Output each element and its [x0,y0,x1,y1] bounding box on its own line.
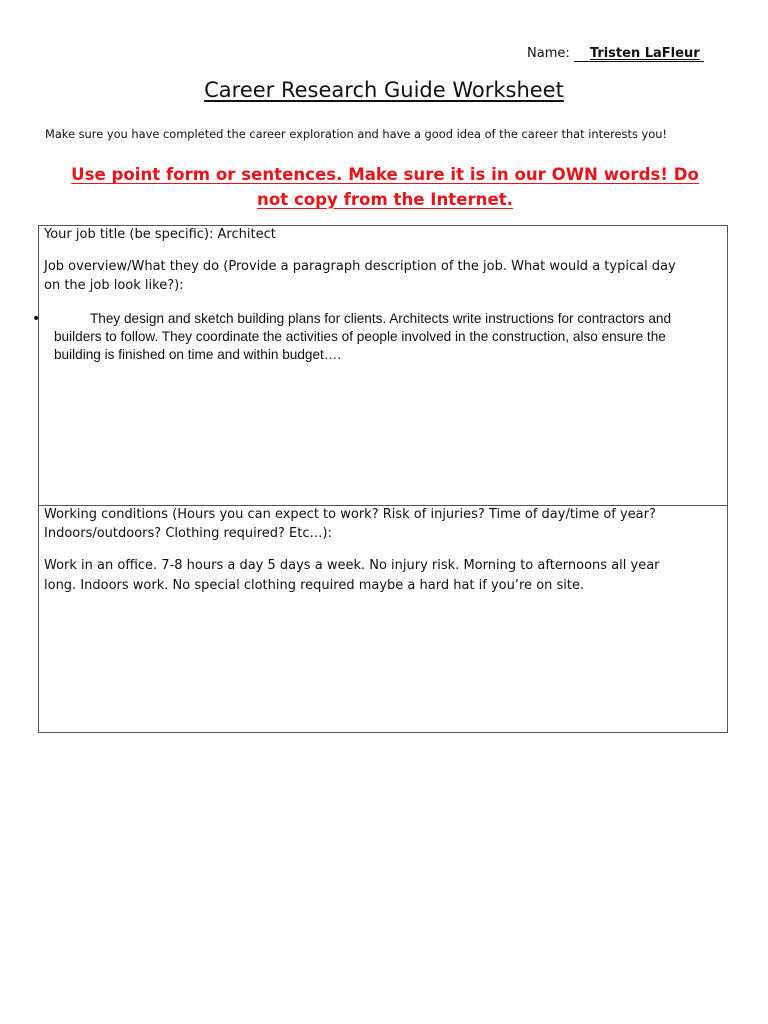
working-conditions-answer-line-1[interactable]: Work in an office. 7-8 hours a day 5 days a week. No injury risk. Morning to afternoons all year [44,558,660,573]
bullet-marker: • [32,311,41,327]
intro-text: Make sure you have completed the career exploration and have a good idea of the career that interests you! [45,127,667,141]
warning-text [40,162,730,212]
worksheet-table [38,225,728,733]
warning-line-1: Use point form or sentences. Make sure it is in our OWN words! Do [71,165,699,184]
job-title-field[interactable]: Your job title (be specific): Architect [44,227,276,242]
name-line [527,46,704,62]
job-overview-question-line-1: Job overview/What they do (Provide a paragraph description of the job. What would a typical day [44,259,676,274]
job-overview-question-line-2: on the job look like?): [44,278,184,293]
job-overview-answer[interactable]: They design and sketch building plans for clients. Architects write instructions for contractors and builders to follow. They coordinate the activities of people involved in the construction, also ensure the building is finished on time and within budget…. [54,311,672,362]
name-label: Name: [527,46,570,61]
warning-line-2: not copy from the Internet. [257,190,513,209]
name-value: Tristen LaFleur [589,46,700,61]
working-conditions-question-line-1: Working conditions (Hours you can expect to work? Risk of injuries? Time of day/time of year? [44,507,656,522]
working-conditions-answer-line-2[interactable]: long. Indoors work. No special clothing required maybe a hard hat if you’re on site. [44,578,585,593]
name-field[interactable] [574,47,704,62]
working-conditions-question-line-2: Indoors/outdoors? Clothing required? Etc…): [44,526,332,541]
page-title: Career Research Guide Worksheet [204,78,564,102]
